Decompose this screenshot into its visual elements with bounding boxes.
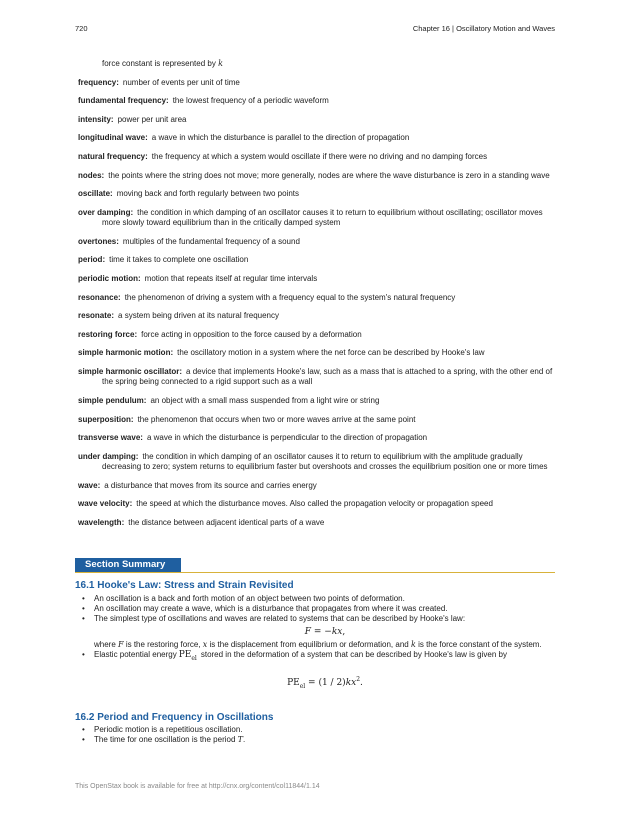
glossary bbox=[78, 59, 556, 536]
glossary-definition: the distance between adjacent identical parts of a wave bbox=[128, 517, 325, 527]
section-16-2-list bbox=[82, 725, 556, 745]
bullet: • bbox=[82, 650, 85, 660]
glossary-term: oscillate: bbox=[78, 189, 113, 199]
pe-text: PE bbox=[178, 650, 192, 661]
glossary-term: simple harmonic motion: bbox=[78, 348, 174, 358]
glossary-term: wave velocity: bbox=[78, 499, 133, 509]
eq-kx: kx bbox=[345, 678, 357, 689]
glossary-definition: power per unit area bbox=[117, 114, 187, 124]
glossary-term: wave: bbox=[78, 480, 101, 490]
glossary-term: frequency: bbox=[78, 77, 119, 87]
glossary-term: resonance: bbox=[78, 292, 121, 302]
glossary-entry bbox=[78, 274, 556, 284]
glossary-definition: force acting in opposition to the force caused by a deformation bbox=[141, 329, 362, 339]
glossary-term: under damping: bbox=[78, 451, 139, 461]
glossary-definition: moving back and forth regularly between two points bbox=[116, 189, 300, 199]
bullet-text: The time for one oscillation is the period bbox=[94, 735, 236, 745]
bullet-text: An oscillation may create a wave, which is a disturbance that propagates from where it was created. bbox=[94, 604, 448, 614]
section-16-2-title: 16.2 Period and Frequency in Oscillations bbox=[75, 712, 274, 723]
glossary-term: wavelength: bbox=[78, 517, 125, 527]
bullet: • bbox=[82, 614, 85, 624]
section-16-1-title: 16.1 Hooke's Law: Stress and Strain Revisited bbox=[75, 580, 294, 591]
symbol-T: T bbox=[237, 735, 243, 745]
glossary-term: fundamental frequency: bbox=[78, 96, 169, 106]
glossary-definition: the phenomenon that occurs when two or more waves arrive at the same point bbox=[137, 414, 416, 424]
glossary-term: periodic motion: bbox=[78, 273, 141, 283]
glossary-entry bbox=[78, 293, 556, 303]
glossary-entry bbox=[78, 152, 556, 162]
continuation-text: force constant is represented by bbox=[102, 59, 216, 68]
eq-middle: = (1 / 2) bbox=[305, 678, 346, 689]
glossary-definition: an object with a small mass suspended from a light wire or string bbox=[150, 395, 380, 405]
glossary-entry bbox=[78, 115, 556, 125]
continuation-symbol: k bbox=[218, 59, 223, 68]
eq-lhs: F bbox=[304, 626, 312, 637]
glossary-term: nodes: bbox=[78, 170, 105, 180]
chapter-title: Chapter 16 | Oscillatory Motion and Waves bbox=[412, 24, 555, 33]
glossary-term: overtones: bbox=[78, 236, 119, 246]
list-item bbox=[82, 735, 556, 745]
where-text: is the displacement from equilibrium or deformation, and bbox=[209, 639, 409, 649]
glossary-entry bbox=[78, 415, 556, 425]
eq-pe-subscript: el bbox=[299, 682, 306, 690]
glossary-definition: motion that repeats itself at regular time intervals bbox=[144, 273, 318, 283]
section-summary-label: Section Summary bbox=[75, 558, 181, 572]
glossary-entry bbox=[78, 518, 556, 528]
list-item bbox=[82, 725, 556, 735]
bullet: • bbox=[82, 725, 85, 734]
eq-rhs: kx bbox=[331, 626, 343, 637]
glossary-entry bbox=[78, 208, 556, 229]
bullet-text: Periodic motion is a repetitious oscillation. bbox=[94, 725, 243, 734]
glossary-entry bbox=[78, 452, 556, 473]
glossary-definition: a system being driven at its natural frequency bbox=[118, 311, 279, 321]
where-text: is the restoring force, bbox=[125, 639, 201, 649]
hookes-law-equation bbox=[94, 627, 556, 637]
glossary-entry bbox=[78, 189, 556, 199]
glossary-term: intensity: bbox=[78, 114, 114, 124]
glossary-list bbox=[78, 78, 556, 529]
glossary-entry bbox=[78, 311, 556, 321]
section-16-1-list bbox=[82, 594, 556, 695]
glossary-term: natural frequency: bbox=[78, 151, 148, 161]
glossary-entry bbox=[78, 348, 556, 358]
glossary-entry bbox=[78, 171, 556, 181]
glossary-definition: the frequency at which a system would oscillate if there were no driving and no damping forces bbox=[151, 151, 488, 161]
glossary-term: transverse wave: bbox=[78, 433, 143, 443]
eq-operator: = − bbox=[311, 626, 332, 637]
glossary-definition: the condition in which damping of an oscillator causes it to return to equilibrium without oscillating; oscillator moves more slowly toward equilibrium than in the critically damped system bbox=[102, 207, 543, 228]
glossary-entry bbox=[78, 133, 556, 143]
list-item bbox=[82, 604, 556, 614]
bullet-text: The simplest type of oscillations and waves are related to systems that can be described by Hooke's law: bbox=[94, 614, 466, 624]
glossary-term: resonate: bbox=[78, 311, 115, 321]
bullet-end: . bbox=[242, 735, 246, 745]
glossary-term: longitudinal wave: bbox=[78, 133, 148, 143]
glossary-entry bbox=[78, 330, 556, 340]
eq-exponent: 2 bbox=[356, 676, 361, 684]
glossary-term: simple pendulum: bbox=[78, 395, 147, 405]
glossary-definition: the phenomenon of driving a system with a frequency equal to the system's natural frequency bbox=[124, 292, 456, 302]
glossary-definition: the condition in which damping of an oscillator causes it to return to equilibrium with the amplitude gradually decreasing to zero; system returns to equilibrium faster but overshoots and crosses the equilibrium position one or more times bbox=[102, 451, 548, 472]
where-clause bbox=[94, 640, 556, 650]
elastic-pe-equation bbox=[94, 675, 556, 692]
glossary-definition: a wave in which the disturbance is parallel to the direction of propagation bbox=[151, 133, 410, 143]
glossary-entry bbox=[78, 433, 556, 443]
glossary-entry bbox=[78, 78, 556, 88]
glossary-entry bbox=[78, 481, 556, 491]
glossary-definition: time it takes to complete one oscillation bbox=[109, 255, 249, 265]
glossary-entry bbox=[78, 96, 556, 106]
glossary-definition: the oscillatory motion in a system where the net force can be described by Hooke's law bbox=[177, 348, 485, 358]
list-item bbox=[82, 650, 556, 692]
page-footer: This OpenStax book is available for free at http://cnx.org/content/col11844/1.14 bbox=[75, 783, 320, 790]
where-text: where bbox=[94, 639, 116, 649]
glossary-entry bbox=[78, 237, 556, 247]
bullet-text: stored in the deformation of a system that can be described by Hooke's law is given by bbox=[200, 650, 507, 660]
pe-symbol bbox=[179, 650, 197, 660]
glossary-entry bbox=[78, 396, 556, 406]
glossary-term: superposition: bbox=[78, 414, 134, 424]
glossary-definition: multiples of the fundamental frequency of a sound bbox=[122, 236, 300, 246]
glossary-definition: the points where the string does not move; more generally, nodes are where the wave disturbance is zero in a standing wave bbox=[108, 170, 550, 180]
bullet-text: Elastic potential energy bbox=[94, 650, 177, 660]
symbol-F: F bbox=[118, 639, 124, 649]
eq-end: , bbox=[342, 626, 346, 637]
bullet: • bbox=[82, 604, 85, 614]
symbol-k: k bbox=[410, 639, 416, 649]
list-item bbox=[82, 594, 556, 604]
glossary-definition: a wave in which the disturbance is perpendicular to the direction of propagation bbox=[146, 433, 428, 443]
glossary-entry bbox=[78, 255, 556, 265]
glossary-term: simple harmonic oscillator: bbox=[78, 366, 183, 376]
glossary-entry bbox=[78, 367, 556, 388]
glossary-term: period: bbox=[78, 255, 106, 265]
eq-end: . bbox=[360, 678, 363, 689]
glossary-continuation bbox=[78, 59, 556, 69]
glossary-definition: the lowest frequency of a periodic waveform bbox=[172, 96, 329, 106]
section-summary-heading bbox=[75, 558, 555, 573]
glossary-definition: the speed at which the disturbance moves. Also called the propagation velocity or propagation speed bbox=[136, 499, 493, 509]
symbol-x: x bbox=[202, 639, 208, 649]
where-text: is the force constant of the system. bbox=[418, 639, 542, 649]
page-number: 720 bbox=[75, 24, 88, 33]
pe-subscript: el bbox=[191, 654, 197, 662]
glossary-definition: a device that implements Hooke's law, such as a mass that is attached to a spring, with the other end of the spring being connected to a rigid support such as a wall bbox=[102, 366, 553, 387]
glossary-entry bbox=[78, 499, 556, 509]
bullet: • bbox=[82, 594, 85, 603]
bullet: • bbox=[82, 735, 85, 745]
glossary-definition: a disturbance that moves from its source and carries energy bbox=[104, 480, 317, 490]
eq-pe: PE bbox=[287, 678, 300, 689]
glossary-term: restoring force: bbox=[78, 329, 138, 339]
bullet-text: An oscillation is a back and forth motion of an object between two points of deformation. bbox=[94, 594, 405, 603]
list-item bbox=[82, 614, 556, 650]
glossary-term: over damping: bbox=[78, 207, 134, 217]
glossary-definition: number of events per unit of time bbox=[122, 77, 240, 87]
